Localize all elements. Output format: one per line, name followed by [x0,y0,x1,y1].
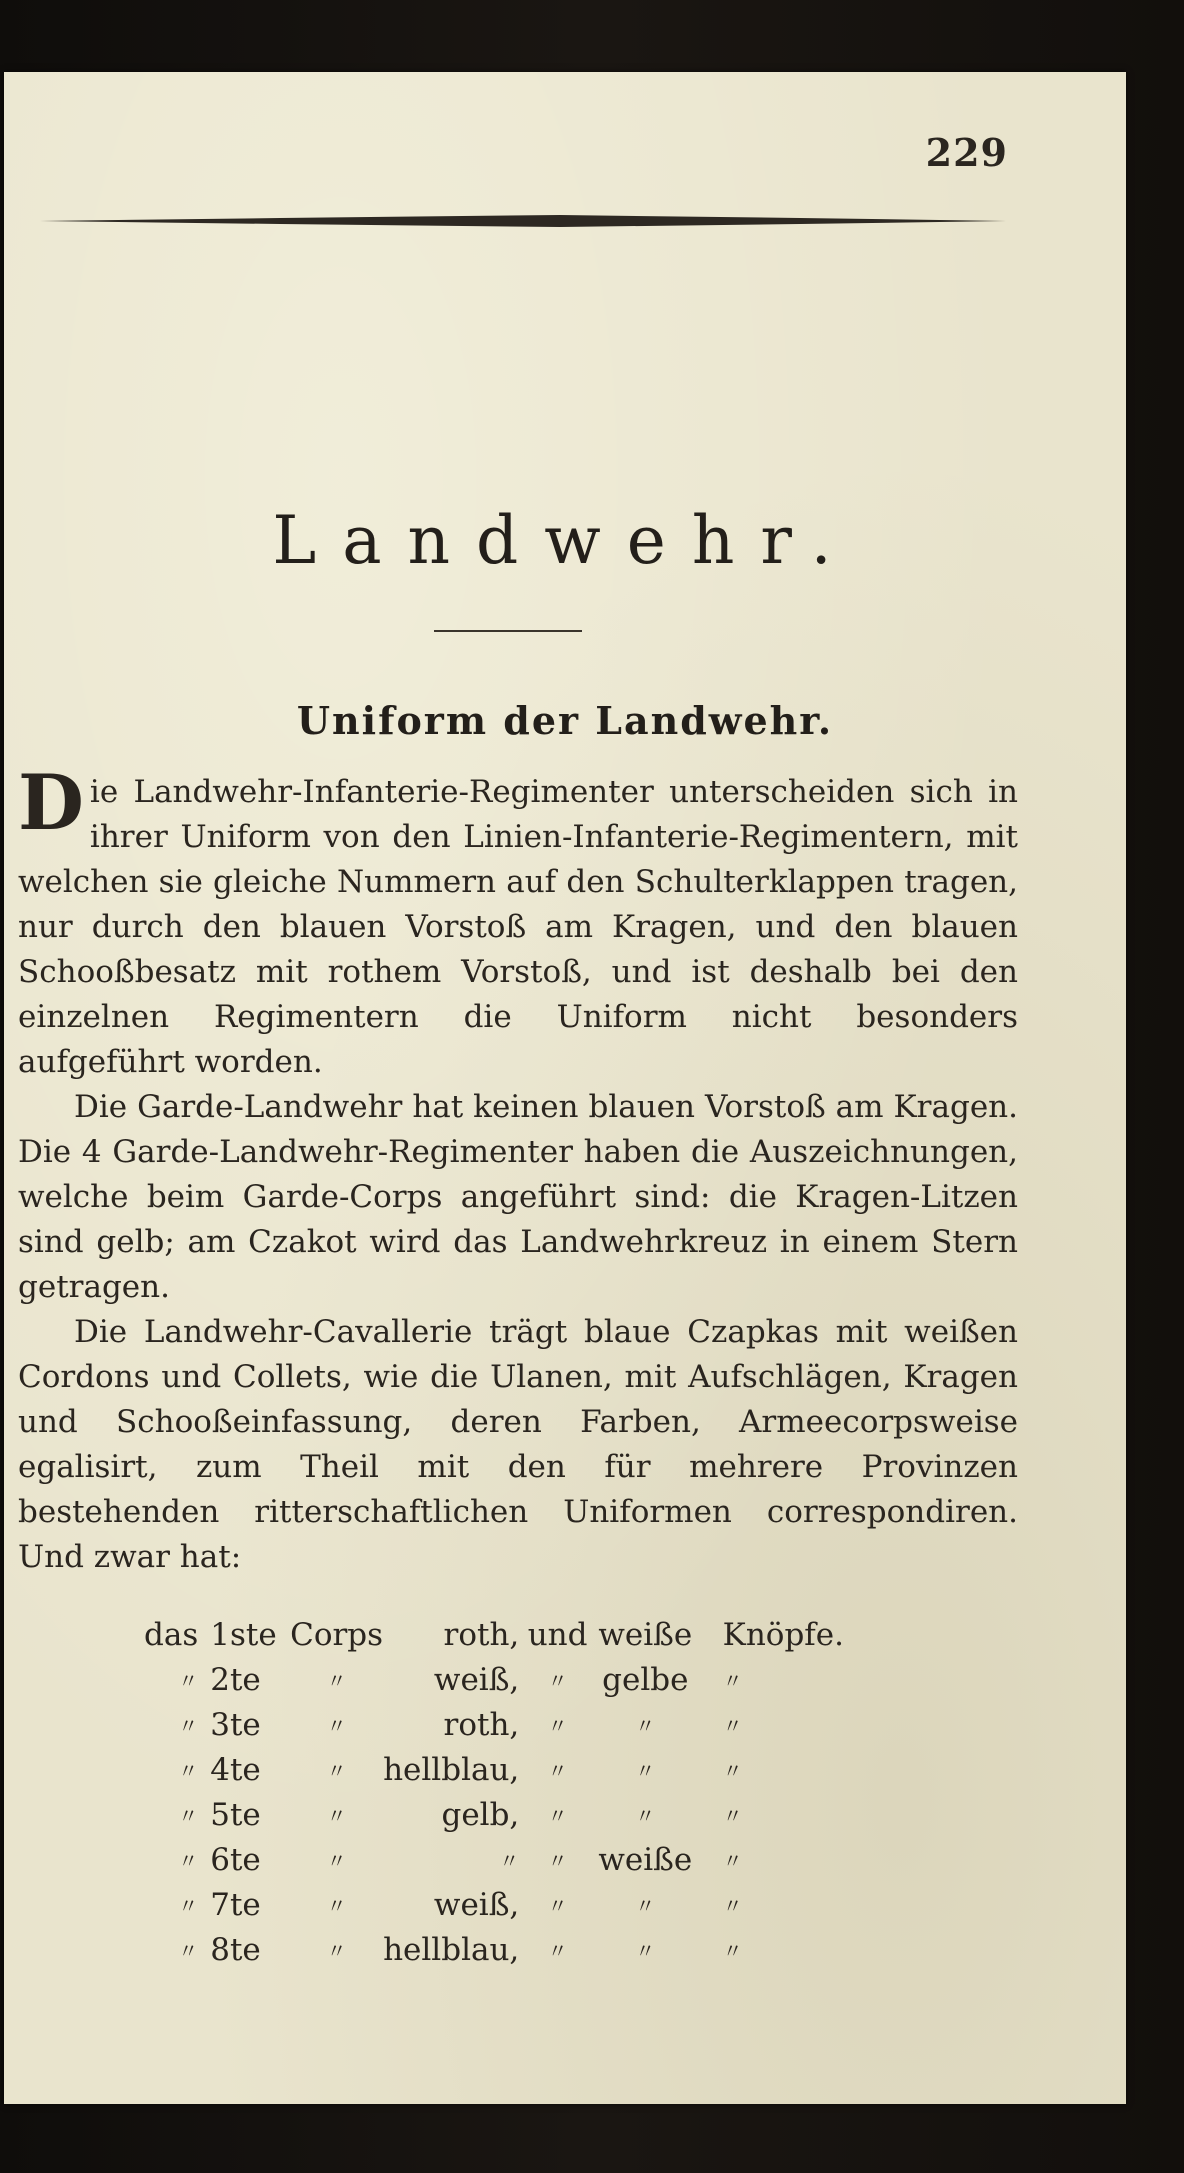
cell-corps-number: 1ste [210,1616,277,1653]
ditto-mark: 〃 [722,1894,743,1918]
paragraph-2: Die Garde-Landwehr hat keinen blauen Vorstoß am Kragen. Die 4 Garde-Landwehr-Regimenter haben die Auszeichnungen, welche beim Garde-Corps angeführt sind: die Kragen-Litzen sind gelb; am Czakot wird das Landwehrkreuz in einem Stern getragen. [18,1089,1018,1305]
book-page [4,72,1126,2104]
table-row [144,1792,844,1837]
ditto-mark: 〃 [178,1759,199,1783]
paragraph-1-text: ie Landwehr-Infanterie-Regimenter unterscheiden sich in ihrer Uniform von den Linien-Infanterie-Regimentern, mit welchen sie gleiche Nummern auf den Schulterklappen tragen, nur durch den blauen Vorstoß am Kragen, und den blauen Schooßbesatz mit rothem Vorstoß, und ist deshalb bei den einzelnen Regimentern die Uniform nicht besonders aufgeführt worden. [18,774,1018,1080]
cell-button-color: weiße [598,1841,693,1878]
cell-conjunction: und [527,1616,588,1653]
drop-cap: D [18,758,84,847]
cell-article: das [144,1616,199,1653]
cell-collar-color: weiß, [433,1661,520,1698]
cell-corps-number: 3te [210,1706,261,1743]
cell-collar-color: roth, [443,1706,520,1743]
page-number: 229 [925,130,1008,175]
ditto-mark: 〃 [178,1804,199,1828]
cell-corps-number: 8te [210,1931,261,1968]
ditto-mark: 〃 [722,1804,743,1828]
title-rule [434,630,582,632]
ditto-mark: 〃 [547,1894,568,1918]
cell-button-color: gelbe [602,1661,689,1698]
corps-color-table [144,1612,844,1972]
ditto-mark: 〃 [326,1669,347,1693]
ditto-mark: 〃 [326,1804,347,1828]
ditto-mark: 〃 [326,1849,347,1873]
ditto-mark: 〃 [326,1939,347,1963]
ditto-mark: 〃 [635,1759,656,1783]
ditto-mark: 〃 [178,1669,199,1693]
ditto-mark: 〃 [178,1939,199,1963]
cell-corps-number: 2te [210,1661,261,1698]
cell-corps-number: 7te [210,1886,261,1923]
section-subtitle: Uniform der Landwehr. [296,698,834,743]
page-title: Landwehr. [272,502,858,579]
ditto-mark: 〃 [547,1714,568,1738]
ditto-mark: 〃 [722,1849,743,1873]
body-text [18,758,1018,1580]
table-row [144,1837,844,1882]
ditto-mark: 〃 [178,1714,199,1738]
cell-collar-color: hellblau, [383,1931,520,1968]
ditto-mark: 〃 [635,1894,656,1918]
ditto-mark: 〃 [326,1894,347,1918]
ditto-mark: 〃 [547,1939,568,1963]
cell-corps-number: 5te [210,1796,261,1833]
cell-collar-color: roth, [443,1616,520,1653]
ditto-mark: 〃 [722,1714,743,1738]
cell-button-color: weiße [598,1616,693,1653]
table-row [144,1927,844,1972]
table-row [144,1882,844,1927]
cell-corps-number: 6te [210,1841,261,1878]
table-row [144,1747,844,1792]
ditto-mark: 〃 [722,1939,743,1963]
ditto-mark: 〃 [635,1939,656,1963]
ditto-mark: 〃 [635,1804,656,1828]
header-rule [40,214,1006,228]
table-row [144,1612,844,1657]
ditto-mark: 〃 [547,1759,568,1783]
corps-table-body [144,1612,844,1972]
table-row [144,1657,844,1702]
ditto-mark: 〃 [547,1669,568,1693]
cell-collar-color: hellblau, [383,1751,520,1788]
cell-corps-word: Corps [290,1616,384,1653]
cell-collar-color: gelb, [441,1796,520,1833]
ditto-mark: 〃 [499,1849,520,1873]
cell-buttons-word: Knöpfe. [722,1616,844,1653]
paragraph-1 [18,758,1018,1085]
paragraph-3: Die Landwehr-Cavallerie trägt blaue Czapkas mit weißen Cordons und Collets, wie die Ulanen, mit Aufschlägen, Kragen und Schooßeinfassung, deren Farben, Armeecorpsweise egalisirt, zum Theil mit den für mehrere Provinzen bestehenden ritterschaftlichen Uniformen correspondiren. Und zwar hat: [18,1314,1018,1575]
ditto-mark: 〃 [722,1759,743,1783]
ditto-mark: 〃 [722,1669,743,1693]
ditto-mark: 〃 [326,1759,347,1783]
ditto-mark: 〃 [547,1804,568,1828]
ditto-mark: 〃 [178,1894,199,1918]
ditto-mark: 〃 [547,1849,568,1873]
ditto-mark: 〃 [326,1714,347,1738]
ditto-mark: 〃 [178,1849,199,1873]
ditto-mark: 〃 [635,1714,656,1738]
table-row [144,1702,844,1747]
cell-collar-color: weiß, [433,1886,520,1923]
cell-corps-number: 4te [210,1751,261,1788]
